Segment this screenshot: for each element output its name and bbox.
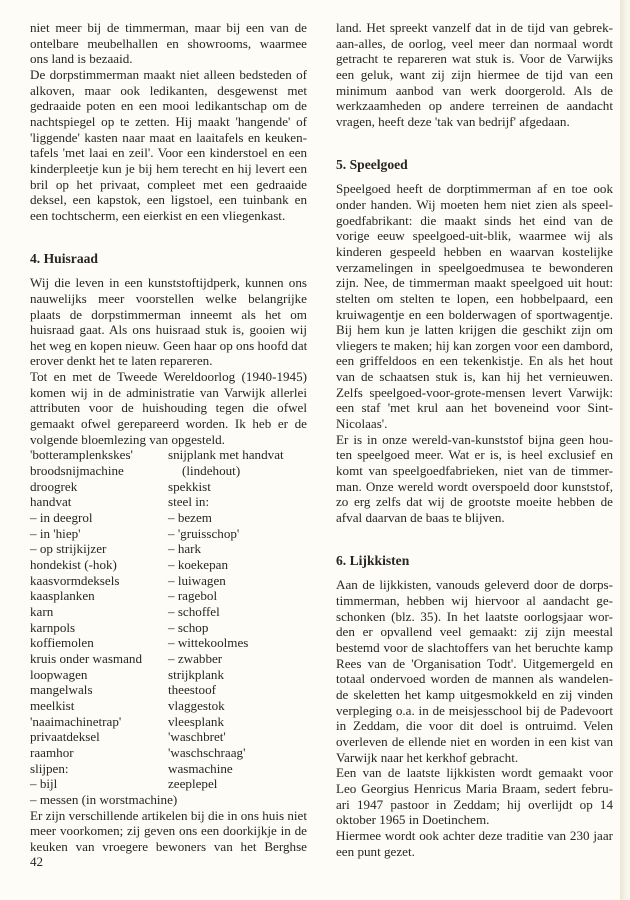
text-line: een staf 'met krul aan het boveneind voor Sint- xyxy=(336,400,613,416)
text-line: ten speelgoed meer. Wat er is, is heel exclusief en xyxy=(336,447,613,463)
list-item: vlaggestok xyxy=(168,697,225,713)
list-item: hondekist (-hok) xyxy=(30,557,117,572)
spacer xyxy=(336,172,613,181)
page-number: 42 xyxy=(30,854,44,870)
list-item: (lindehout) xyxy=(182,463,241,479)
text-line: gemaakt ofwel gerepareerd worden. Ik heb er de xyxy=(30,416,307,432)
text-line: overleven de ellende niet en worden in een kist van xyxy=(336,733,613,749)
text-line: Nicolaas'. xyxy=(336,416,388,432)
list-item: 'waschbret' xyxy=(168,729,226,745)
list-item: spekkist xyxy=(168,478,211,494)
text-line: het weg en kopen nieuw. Geen haar op ons hoofd dat xyxy=(30,337,308,353)
text-line: ons land is bezaaid. xyxy=(30,51,133,67)
text-line: Bij hem kun je latten krijgen die geschikt zijn om xyxy=(336,322,613,338)
text-line: deksel, een kapstok, een ligstoel, een tuinbank en xyxy=(30,192,307,208)
text-line: bestemd voor de slachtoffers van het beruchte kamp xyxy=(336,639,613,655)
section-heading-lijkkisten: 6. Lijkkisten xyxy=(336,552,410,568)
spacer xyxy=(30,224,307,251)
text-line: niet meer bij de timmerman, maar bij een van de xyxy=(30,20,307,35)
list-tail-item: – messen (in worstmachine) xyxy=(30,791,178,807)
text-line: Rees van de 'Organisation Todt'. Uitgemergeld en xyxy=(336,655,613,671)
list-item: meelkist xyxy=(30,697,75,713)
text-line: komen wij in de administratie van Varwijk allerlei xyxy=(30,384,307,400)
text-line: 'liggende' kasten naar maat en laaitafels en keuken- xyxy=(30,129,307,145)
text-line: Aan de lijkkisten, vanouds geleverd door de dorps- xyxy=(336,577,613,593)
furniture-paragraph xyxy=(30,67,307,224)
lijkkisten-paragraph-3 xyxy=(336,828,613,859)
list-item: strijkplank xyxy=(168,666,225,682)
list-item: zeeplepel xyxy=(168,776,218,792)
text-line: huisraad gaat. Als ons huisraad stuk is, gooien wij xyxy=(30,322,307,338)
text-line: verpleging o.a. in de meisjesschool bij de Padevoort xyxy=(336,702,613,718)
text-line: een punt gezet. xyxy=(336,843,415,859)
list-item: – wittekoolmes xyxy=(168,635,249,651)
household-items-right xyxy=(168,447,307,791)
text-line: Er is in onze wereld-van-kunststof bijna geen hou- xyxy=(336,431,613,447)
list-item: – op strijkijzer xyxy=(30,541,107,557)
text-line: minimum aanbod van werk doorgerold. Als de xyxy=(336,82,613,98)
household-items-left xyxy=(30,447,168,791)
spacer xyxy=(30,266,307,275)
text-line: man. Onze wereld wordt overspoeld door kunststof, xyxy=(336,478,613,494)
text-line: nauwelijks meer voorstellen welke belangrijke xyxy=(30,290,307,306)
text-line: onder handen. Wij moeten hem niet zien als speel- xyxy=(336,196,613,212)
text-line: nachtspiegel op te zetten. Hij maakt 'hangende' of xyxy=(30,113,307,129)
list-item: 'naaimachinetrap' xyxy=(30,713,122,729)
list-item: – 'gruisschop' xyxy=(168,525,240,541)
text-line: een griffeldoos en een tekenkistje. En als het hout xyxy=(336,353,613,369)
list-item: droogrek xyxy=(30,478,78,494)
text-line: oktober 1965 in Doetinchem. xyxy=(336,812,490,828)
text-line: bril op het privaat, compleet met een gedraaide xyxy=(30,176,307,192)
text-line: Speelgoed heeft de dorptimmerman af en toe ook xyxy=(336,181,613,197)
text-line: totaal ondervoed worden de mannen als wandelen- xyxy=(336,671,613,687)
text-line: gedraaide poten en een mooi ledikantschap om de xyxy=(30,98,307,114)
page-edge xyxy=(620,0,630,900)
text-line: plaats de dorpstimmerman inneemt als het om xyxy=(30,306,307,322)
huisraad-paragraph-1 xyxy=(30,275,307,369)
speelgoed-paragraph-2 xyxy=(336,432,613,526)
text-line: afval daarvan de baas te blijven. xyxy=(336,510,505,526)
list-item: – ragebol xyxy=(168,588,218,604)
text-line: Tot en met de Tweede Wereldoorlog (1940-1945) xyxy=(30,369,307,385)
list-item: – in deegrol xyxy=(30,510,93,526)
text-line: volgende bloemlezing van opgesteld. xyxy=(30,431,225,447)
list-item: – in 'hiep' xyxy=(30,525,81,541)
list-item: karn xyxy=(30,603,54,619)
lijkkisten-paragraph-1 xyxy=(336,577,613,765)
list-item: wasmachine xyxy=(168,760,233,776)
lijkkisten-paragraph-2 xyxy=(336,765,613,828)
text-line: verzamelingen in speelgoedmusea te bewonderen xyxy=(336,259,613,275)
text-line: getracht te repareren wat stuk is. Voor de Varwijks xyxy=(336,51,613,67)
text-line: ari 1947 pastoor in Zeddam; hij overlijdt op 14 xyxy=(336,796,613,812)
text-line: meer voorkomen; zij geven ons een doorkijkje in de xyxy=(30,823,307,839)
list-item: – schoffel xyxy=(168,603,220,619)
section-heading-huisraad: 4. Huisraad xyxy=(30,250,98,266)
text-line: De dorpstimmerman maakt niet alleen bedsteden of xyxy=(30,66,307,82)
list-item: kaasplanken xyxy=(30,588,95,604)
list-item: loopwagen xyxy=(30,666,88,682)
text-line: kinderpleetje kun je bij hem terecht en hij levert een xyxy=(30,160,307,176)
household-items-list xyxy=(30,447,307,791)
section-heading-speelgoed: 5. Speelgoed xyxy=(336,156,408,172)
text-line: kinderen gespeeld hebben en waarvan kostelijke xyxy=(336,243,613,259)
list-item: steel in: xyxy=(168,494,210,510)
list-item: – koekepan xyxy=(168,557,228,572)
speelgoed-paragraph-1 xyxy=(336,181,613,432)
text-line: zo erg zelfs dat wij de grootste moeite hebben de xyxy=(336,494,613,510)
list-item: mangelwals xyxy=(30,682,93,698)
list-item: 'botteramplenkskes' xyxy=(30,447,133,463)
text-line: keuken van vroegere bewoners van het Berghse xyxy=(30,838,307,854)
text-line: tafels 'met laai en zeil'. Voor een kinderstoel en een xyxy=(30,145,307,161)
text-line: Wij die leven in een kunststoftijdperk, kunnen ons xyxy=(30,275,307,291)
text-line: Er zijn verschillende artikelen bij die in ons huis niet xyxy=(30,807,307,823)
intro-paragraph xyxy=(30,20,307,67)
text-line: aan-alles, de oorlog, veel meer dan normaal wordt xyxy=(336,35,613,51)
text-line: Zelfs speelgoed-voor-grote-mensen levert Varwijk: xyxy=(336,384,613,400)
text-line: ontelbare meubelhallen en showrooms, waarmee xyxy=(30,35,307,51)
text-line: komt van speelgoedfabrieken, niet van de timmer- xyxy=(336,463,613,479)
text-line: timmerman, hebben wij hiervoor al aandacht ge- xyxy=(336,593,613,608)
list-item: koffiemolen xyxy=(30,635,94,651)
text-line: land. Het spreekt vanzelf dat in de tijd van gebrek- xyxy=(336,20,613,35)
list-item: – zwabber xyxy=(168,650,223,666)
text-line: erover denkt het te laten repareren. xyxy=(30,353,213,369)
list-item: – hark xyxy=(168,541,202,557)
text-line: attributen voor de huishouding tegen die ofwel xyxy=(30,400,307,416)
text-line: vorige eeuw speelgoed-uit-blik, waarmee wij als xyxy=(336,228,613,244)
spacer xyxy=(336,130,613,157)
list-item: handvat xyxy=(30,494,72,510)
text-line: vliegers te maken; hij kan zorgen voor een dambord, xyxy=(336,337,613,353)
list-item: snijplank met handvat xyxy=(168,447,284,463)
list-item: broodsnijmachine xyxy=(30,463,124,479)
text-line: Een van de laatste lijkkisten wordt gemaakt voor xyxy=(336,765,613,781)
text-line: een geluk, want zij zijn hiermee de tijd van een xyxy=(336,66,613,82)
text-line: van de schaatsen stuk is, kan hij het vernieuwen. xyxy=(336,369,613,385)
text-line: stelten om stelten te lopen, een hobbelpaard, een xyxy=(336,290,613,306)
spacer xyxy=(336,526,613,553)
right-column xyxy=(336,20,613,859)
text-line: een tochtscherm, een eierkist en een vliegenkast. xyxy=(30,207,286,223)
text-line: kruiwagentje en een bolderwagen of sportwagentje. xyxy=(336,306,613,322)
text-line: goedfabrikant: die maakt sinds het eind van de xyxy=(336,212,613,228)
text-line: vragen, heeft deze 'tak van bedrijf' afgedaan. xyxy=(336,113,570,129)
text-line: alkoven, maar ook ledikanten, desgewenst met xyxy=(30,82,307,98)
text-line: werkzaamheden op andere terreinen de aandacht xyxy=(336,98,613,114)
list-item: – bezem xyxy=(168,510,212,526)
list-item: privaatdeksel xyxy=(30,729,100,745)
list-item: vleesplank xyxy=(168,713,224,729)
spacer xyxy=(336,568,613,577)
list-item: – schop xyxy=(168,619,209,635)
list-item: – luiwagen xyxy=(168,572,226,588)
left-column xyxy=(30,20,307,870)
list-item: kaasvormdeksels xyxy=(30,572,120,588)
text-line: in Zeddam, die voor dit doel is ontruimd. Velen xyxy=(336,718,613,734)
list-item: slijpen: xyxy=(30,760,69,776)
list-item: – bijl xyxy=(30,776,58,792)
text-line: de skeletten het kamp uitgesmokkeld en zij vinden xyxy=(336,686,613,702)
huisraad-paragraph-2 xyxy=(30,369,307,447)
list-item: karnpols xyxy=(30,619,76,635)
text-line: Leo Georgius Henricus Maria Braam, sedert febru- xyxy=(336,780,613,796)
text-line: Varwijk naar het kerkhof gebracht. xyxy=(336,749,519,765)
list-item: 'waschschraag' xyxy=(168,744,246,760)
text-line: zijn. Nee, de timmerman maakt speelgoed uit hout: xyxy=(336,275,613,291)
continuation-paragraph xyxy=(336,20,613,130)
huisraad-paragraph-3 xyxy=(30,808,307,855)
list-item: theestoof xyxy=(168,682,216,698)
text-line: den er opvallend veel gemaakt: zij zijn meestal xyxy=(336,624,613,640)
list-item: kruis onder wasmand xyxy=(30,650,143,666)
text-line: schonken (blz. 35). In het laatste oorlogsjaar wor- xyxy=(336,608,613,624)
list-item: raamhor xyxy=(30,744,74,760)
text-line: Hiermee wordt ook achter deze traditie van 230 jaar xyxy=(336,827,613,843)
